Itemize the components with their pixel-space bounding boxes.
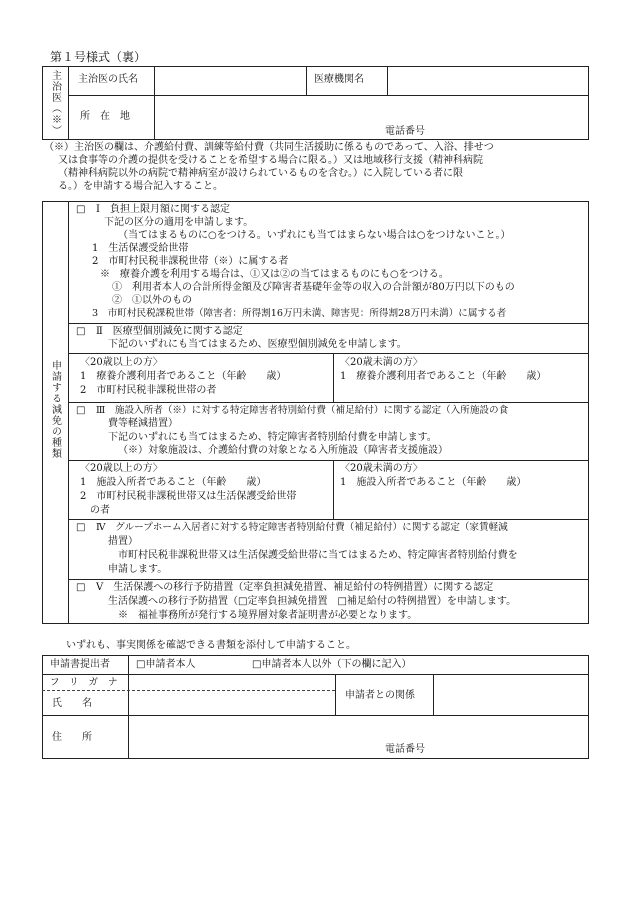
divider — [68, 460, 589, 461]
address-label: 住 所 — [52, 732, 92, 743]
s3-line: Ⅲ 施設入所者（※）に対する特定障害者特別給付費（補足給付）に関する認定（入所施設の食 — [96, 405, 509, 416]
s3-left-line: 〈20歳以上の方〉 — [80, 463, 163, 474]
s5-line: Ⅴ 生活保護への移行予防措置（定率負担減免措置、補足給付の特例措置）に関する認定 — [96, 582, 494, 593]
s4-line: Ⅳ グループホーム入居者に対する特定障害者特別給付費（補足給付）に関する認定（家賃軽減 — [96, 522, 508, 533]
attach-note: いずれも、事実関係を確認できる書類を添付して申請すること。 — [66, 640, 356, 651]
divider — [333, 460, 334, 519]
divider — [42, 690, 335, 691]
divider — [333, 353, 334, 402]
s1-checkbox[interactable]: □ — [76, 204, 86, 215]
s2-right-line: 1 療養介護利用者であること（年齢 歳） — [340, 371, 547, 382]
option-other[interactable]: □申請者本人以外（下の欄に記入） — [252, 659, 412, 670]
note-line: 又は食事等の介護の提供を受けることを希望する場合に限る。）又は地域移行支援（精神科病院 — [58, 155, 483, 166]
s3-left-line: の者 — [90, 505, 110, 516]
s1-line: ① 利用者本人の合計所得金額及び障害者基礎年金等の収入の合計額が80万円以下のもの — [112, 282, 515, 293]
doctor-phone-label: 電話番号 — [385, 126, 425, 137]
divider — [128, 655, 129, 759]
divider — [68, 402, 589, 403]
furigana-label: フリガナ — [50, 677, 128, 688]
s1-line: 3 市町村民税課税世帯（障害者：所得割16万円未満、障害児：所得割28万円未満）に属する者 — [92, 308, 507, 319]
divider — [68, 66, 69, 140]
divider — [68, 519, 589, 520]
s2-line: 下記のいずれにも当てはまるため、医療型個別減免を申請します。 — [108, 339, 407, 350]
s4-line: 措置） — [108, 536, 138, 547]
divider — [335, 674, 336, 715]
applicant-phone-label: 電話番号 — [385, 744, 425, 755]
s3-line: 下記のいずれにも当てはまるため、特定障害者特別給付費を申請します。 — [108, 432, 437, 443]
s3-line: 費等軽減措置） — [108, 418, 178, 429]
name-label: 氏 名 — [52, 698, 92, 709]
s4-line: 市町村民税非課税世帯又は生活保護受給世帯に当てはまるため、特定障害者特別給付費を — [118, 550, 518, 561]
divider — [68, 579, 589, 580]
s5-line: ※ 福祉事務所が発行する境界層対象者証明書が必要となります。 — [118, 610, 418, 621]
s3-right-line: 〈20歳未満の方〉 — [340, 463, 423, 474]
s5-checkbox[interactable]: □ — [76, 582, 86, 593]
s4-line: 申請します。 — [108, 564, 168, 575]
divider — [68, 95, 589, 96]
submitter-label: 申請書提出者 — [50, 659, 110, 670]
doctor-name-label: 主治医の氏名 — [78, 74, 138, 85]
s1-line: Ⅰ 負担上限月額に関する認定 — [96, 204, 230, 215]
note-line: （※）主治医の欄は、介護給付費、訓練等給付費（共同生活援助に係るものであって、入浴、排せつ — [44, 142, 494, 153]
divider — [42, 715, 589, 716]
s4-checkbox[interactable]: □ — [76, 522, 86, 533]
reduction-side-label: 申請する減免の種類 — [49, 360, 61, 459]
divider — [433, 674, 434, 715]
s3-line: （※）対象施設は、介護給付費の対象となる入所施設（障害者支援施設） — [118, 445, 448, 456]
s3-right-line: 1 施設入所者であること（年齢 歳） — [340, 477, 527, 488]
s3-left-line: 2 市町村民税非課税世帯又は生活保護受給世帯 — [80, 491, 297, 502]
s1-line: 1 生活保護受給世帯 — [92, 243, 189, 254]
s3-left-line: 1 施設入所者であること（年齢 歳） — [80, 477, 267, 488]
s1-line: （当てはまるものに○をつける。いずれにも当てはまらない場合は○をつけないこと。） — [118, 230, 511, 241]
s2-left-line: 〈20歳以上の方〉 — [80, 357, 163, 368]
divider — [68, 353, 589, 354]
s3-checkbox[interactable]: □ — [76, 405, 86, 416]
doctor-side-label: 主治医（※） — [49, 70, 61, 136]
divider — [154, 66, 155, 140]
s2-line: Ⅱ 医療型個別減免に関する認定 — [96, 326, 243, 337]
s5-line: 生活保護への移行予防措置（□定率負担減免措置 □補足給付の特例措置）を申請します。 — [108, 596, 517, 607]
s1-line: ※ 療養介護を利用する場合は、①又は②の当てはまるものにも○をつける。 — [100, 269, 449, 280]
divider — [68, 201, 69, 624]
s1-line: 2 市町村民税非課税世帯（※）に属する者 — [92, 256, 289, 267]
relation-label: 申請者との関係 — [345, 690, 415, 701]
s2-right-line: 〈20歳未満の方〉 — [340, 357, 423, 368]
note-line: る。）を申請する場合記入すること。 — [58, 181, 223, 192]
s2-checkbox[interactable]: □ — [76, 326, 86, 337]
divider — [387, 66, 388, 95]
divider — [68, 323, 589, 324]
institution-label: 医療機関名 — [314, 74, 364, 85]
option-self[interactable]: □申請者本人 — [136, 659, 196, 670]
form-title: 第１号様式（裏） — [50, 50, 147, 64]
doctor-address-label: 所 在 地 — [80, 111, 130, 122]
s1-line: 下記の区分の適用を申請します。 — [104, 217, 254, 228]
divider — [306, 66, 307, 95]
note-line: （精神科病院以外の病院で精神病室が設けられているものを含む。）に入院している者に限 — [58, 168, 463, 179]
s2-left-line: 2 市町村民税非課税世帯の者 — [80, 385, 217, 396]
s2-left-line: 1 療養介護利用者であること（年齢 歳） — [80, 371, 287, 382]
s1-line: ② ①以外のもの — [112, 295, 192, 306]
divider — [42, 674, 589, 675]
